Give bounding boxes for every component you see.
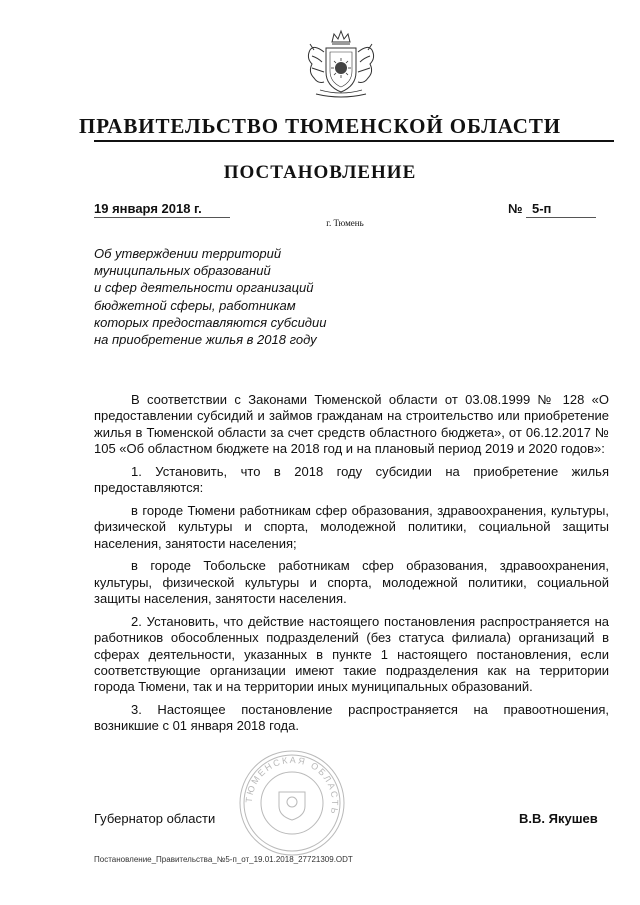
subject-line: которых предоставляются субсидии (94, 314, 327, 330)
document-city: г. Тюмень (326, 218, 364, 228)
coat-of-arms-icon (300, 28, 382, 104)
subject-line: муниципальных образований (94, 263, 271, 279)
subject-line: на приобретение жилья в 2018 году (94, 332, 317, 348)
header-divider (94, 140, 614, 142)
clause-1-paragraph: 1. Установить, что в 2018 году субсидии на приобретение жилья предоставляются: (94, 463, 609, 496)
subject-line: Об утверждении территорий (94, 246, 282, 261)
signer-name: В.В. Якушев (519, 811, 598, 826)
clause-3-paragraph: 3. Настоящее постановление распространяется на правоотношения, возникшие с 01 января 2018 года. (94, 702, 609, 734)
government-name: ПРАВИТЕЛЬСТВО ТЮМЕНСКОЙ ОБЛАСТИ (79, 114, 561, 138)
clause-1-item-tobolsk: в городе Тобольске работникам сфер образования, здравоохранения, культуры, физической культуры и спорта, молодежной политики, социальной защиты населения, занятости населения. (94, 558, 609, 607)
document-date: 19 января 2018 г. (94, 201, 202, 216)
subject-line: и сфер деятельности организаций (94, 280, 314, 296)
stamp-text: ТЮМЕНСКАЯ ОБЛАСТЬ (243, 754, 341, 817)
clause-2-paragraph: 2. Установить, что действие настоящего постановления распространяется на работников обособленных подразделений (без статуса филиала) организаций в сферах деятельности, указанных в пункте 1 настоящего постановления, если соответствующие организации имеют такие подразделения как на территории города Тюмени, так и на территории иных муниципальных образований. (94, 613, 609, 695)
footer-filename: Постановление_Правительства_№5-п_от_19.01.2018_27721309.ODT (94, 855, 353, 864)
document-number: 5-п (532, 201, 552, 216)
signer-position: Губернатор области (94, 811, 216, 826)
clause-1-item-tyumen: в городе Тюмени работникам сфер образования, здравоохранения, культуры, физической культуры и спорта, молодежной политики, социальной защиты населения, занятости населения; (94, 502, 609, 551)
document-body (94, 392, 609, 741)
number-sign: № (508, 201, 523, 216)
preamble-paragraph: В соответствии с Законами Тюменской области от 03.08.1999 № 128 «О предоставлении субсидий и займов гражданам на строительство или приобретение жилья в Тюменской области за счет средств областного бюджета», от 06.12.2017 № 105 «Об областном бюджете на 2018 год и на плановый период 2019 и 2020 годов»: (94, 392, 609, 456)
document-type-title: ПОСТАНОВЛЕНИЕ (223, 162, 417, 183)
official-seal-stamp-icon (237, 748, 347, 858)
subject-line: бюджетной сферы, работникам (94, 297, 296, 313)
document-subject (94, 245, 394, 348)
